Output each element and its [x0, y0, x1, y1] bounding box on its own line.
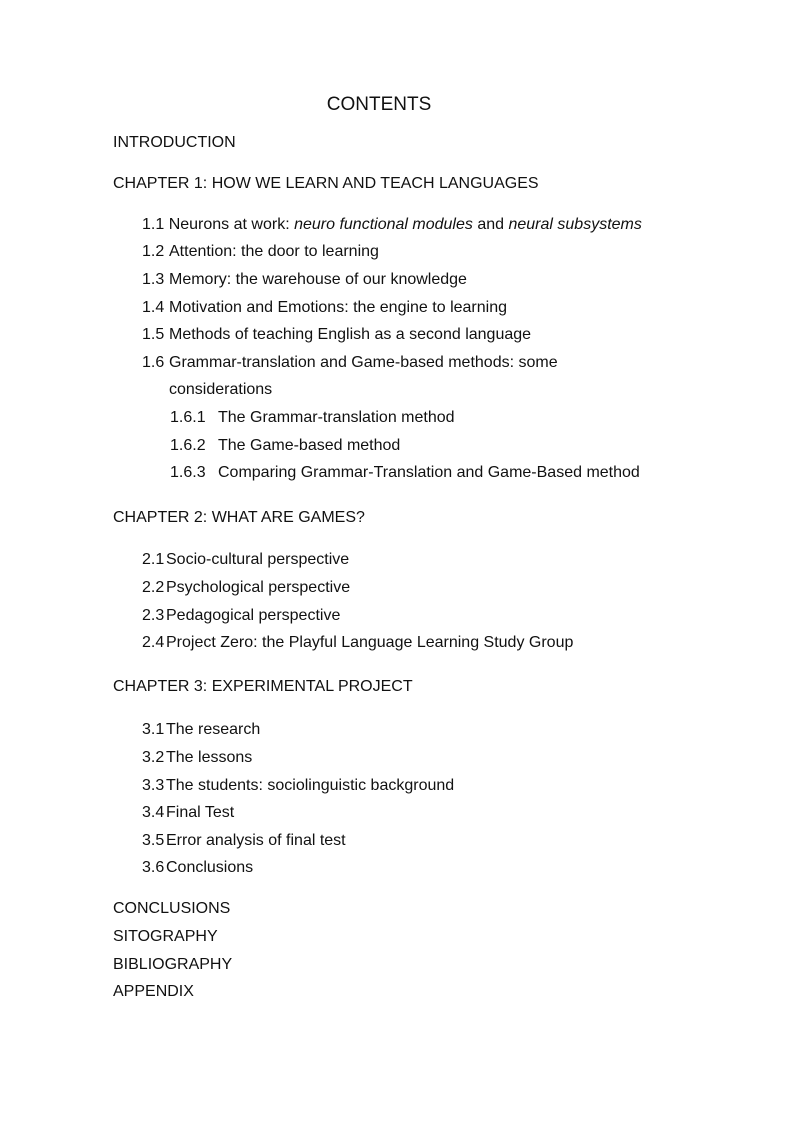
- entry-text: Socio-cultural perspective: [166, 551, 350, 568]
- toc-entry-1-2: [142, 242, 379, 262]
- toc-entry-1-5: [142, 325, 531, 345]
- entry-text: The research: [166, 721, 261, 738]
- entry-number: 3.6: [142, 859, 165, 876]
- entry-text: Comparing Grammar-Translation and Game-Based method: [218, 464, 640, 481]
- toc-entry-1-6: [142, 353, 558, 373]
- entry-text: Memory: the warehouse of our knowledge: [169, 271, 467, 288]
- entry-text: and: [472, 216, 509, 233]
- toc-entry-3-1: [142, 720, 260, 740]
- entry-number: 2.3: [142, 607, 165, 624]
- entry-text: Grammar-translation and Game-based methods: some: [169, 354, 558, 371]
- entry-number: 1.1: [142, 216, 165, 233]
- page-title: CONTENTS: [326, 94, 432, 115]
- entry-text: Psychological perspective: [166, 579, 351, 596]
- toc-sitography: SITOGRAPHY: [113, 928, 218, 945]
- toc-introduction: INTRODUCTION: [113, 134, 236, 151]
- entry-number: 2.1: [142, 551, 165, 568]
- entry-text: Final Test: [166, 804, 235, 821]
- toc-entry-3-5: [142, 831, 346, 851]
- entry-italic-text: neuro functional modules: [294, 216, 473, 233]
- entry-number: 1.3: [142, 271, 165, 288]
- toc-entry-1-6-continuation: considerations: [169, 381, 273, 398]
- toc-appendix: APPENDIX: [113, 983, 194, 1000]
- entry-number: 1.6.1: [170, 409, 206, 426]
- toc-bibliography: BIBLIOGRAPHY: [113, 956, 233, 973]
- toc-chapter-2-heading: CHAPTER 2: WHAT ARE GAMES?: [113, 509, 365, 526]
- entry-number: 3.4: [142, 804, 165, 821]
- toc-entry-3-6: [142, 858, 253, 878]
- toc-chapter-1-heading: CHAPTER 1: HOW WE LEARN AND TEACH LANGUAGES: [113, 175, 539, 192]
- toc-entry-1-4: [142, 298, 507, 318]
- entry-text: Project Zero: the Playful Language Learning Study Group: [166, 634, 574, 651]
- entry-number: 2.4: [142, 634, 165, 651]
- entry-number: 1.5: [142, 326, 165, 343]
- toc-entry-2-1: [142, 550, 349, 570]
- entry-number: 1.6.2: [170, 437, 206, 454]
- entry-text: Attention: the door to learning: [169, 243, 379, 260]
- toc-entry-2-2: [142, 578, 350, 598]
- toc-entry-1-1: [142, 215, 642, 235]
- entry-number: 3.1: [142, 721, 165, 738]
- entry-text: Neurons at work:: [168, 216, 295, 233]
- entry-number: 1.2: [142, 243, 165, 260]
- entry-number: 1.6: [142, 354, 165, 371]
- entry-text: The Game-based method: [218, 437, 401, 454]
- toc-entry-2-3: [142, 606, 340, 626]
- entry-text: The Grammar-translation method: [218, 409, 455, 426]
- toc-entry-3-2: [142, 748, 252, 768]
- toc-chapter-3-heading: CHAPTER 3: EXPERIMENTAL PROJECT: [113, 678, 413, 695]
- entry-text: Methods of teaching English as a second language: [169, 326, 532, 343]
- toc-entry-1-6-1: [170, 408, 455, 428]
- entry-number: 3.3: [142, 777, 165, 794]
- entry-number: 3.5: [142, 832, 165, 849]
- entry-text: Pedagogical perspective: [166, 607, 341, 624]
- entry-text: The lessons: [166, 749, 253, 766]
- toc-entry-1-6-3: [170, 463, 640, 483]
- toc-conclusions: CONCLUSIONS: [113, 900, 231, 917]
- entry-number: 2.2: [142, 579, 165, 596]
- entry-text: Conclusions: [166, 859, 254, 876]
- entry-italic-text: neural subsystems: [508, 216, 642, 233]
- entry-number: 1.4: [142, 299, 165, 316]
- entry-text: Motivation and Emotions: the engine to learning: [169, 299, 507, 316]
- entry-text: The students: sociolinguistic background: [166, 777, 455, 794]
- toc-entry-3-3: [142, 776, 454, 796]
- entry-number: 1.6.3: [170, 464, 206, 481]
- entry-number: 3.2: [142, 749, 165, 766]
- toc-entry-1-3: [142, 270, 467, 290]
- toc-entry-1-6-2: [170, 436, 400, 456]
- entry-text: Error analysis of final test: [166, 832, 346, 849]
- toc-entry-2-4: [142, 633, 573, 653]
- toc-entry-3-4: [142, 803, 234, 823]
